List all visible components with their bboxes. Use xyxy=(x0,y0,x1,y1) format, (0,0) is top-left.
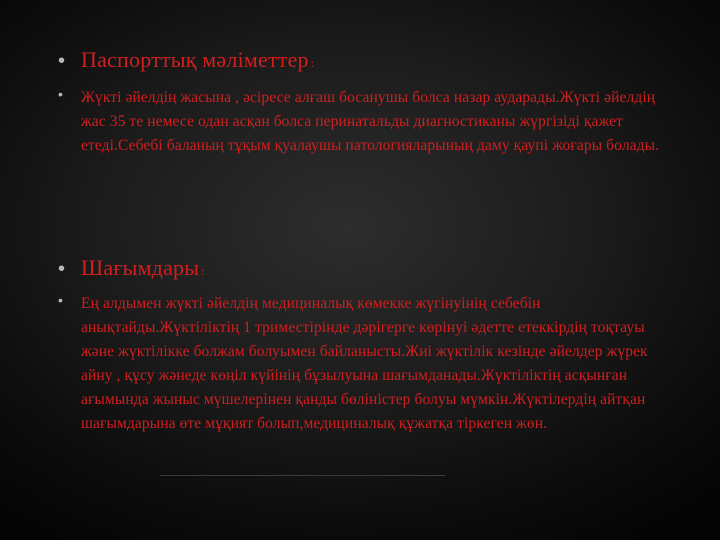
heading-label: Шағымдары xyxy=(81,255,200,280)
heading-text xyxy=(81,254,668,285)
bullet: • xyxy=(58,258,66,280)
heading-colon: : xyxy=(201,264,205,278)
paragraph-passport-info xyxy=(58,86,668,158)
heading-text xyxy=(81,46,668,77)
paragraph-text: Ең алдымен жүкті әйелдің медициналық көмекке жүгінуінің себебін анықтайды.Жүктіліктің 1 триместірінде дәрігерге көрінуі әдетте етеккірдің тоқтауы және жүктілікке болжам болуымен байланысты.Жиі жүктілік кезінде әйелдер жүрек айну , құсу жәнеде көңіл күйінің бұзылуына шағымданады.Жүктіліктің асқынған ағымында жыныс мүшелерінен қанды бөліністер болуы мүмкін.Жүктілердің айтқан шағымдарына өте мұқият болып,медициналық құжатқа тіркеген жөн. xyxy=(81,295,648,432)
heading-passport-info xyxy=(58,46,668,77)
bullet: • xyxy=(58,86,63,102)
bullet: • xyxy=(58,292,63,308)
decorative-divider xyxy=(160,475,445,476)
paragraph-complaints xyxy=(58,292,668,436)
heading-complaints xyxy=(58,254,668,285)
heading-label: Паспорттық мәліметтер xyxy=(81,47,309,72)
bullet: • xyxy=(58,50,66,72)
paragraph-text: Жүкті әйелдің жасына , әсіресе алғаш босанушы болса назар аударады.Жүкті әйелдің жас 35 те немесе одан асқан болса перинатальды диагностиканы жүргізіді қажет етеді.Себебі баланың тұқым қуалаушы патологияларының даму қаупі жоғары болады. xyxy=(81,89,660,154)
heading-colon: : xyxy=(310,56,315,70)
